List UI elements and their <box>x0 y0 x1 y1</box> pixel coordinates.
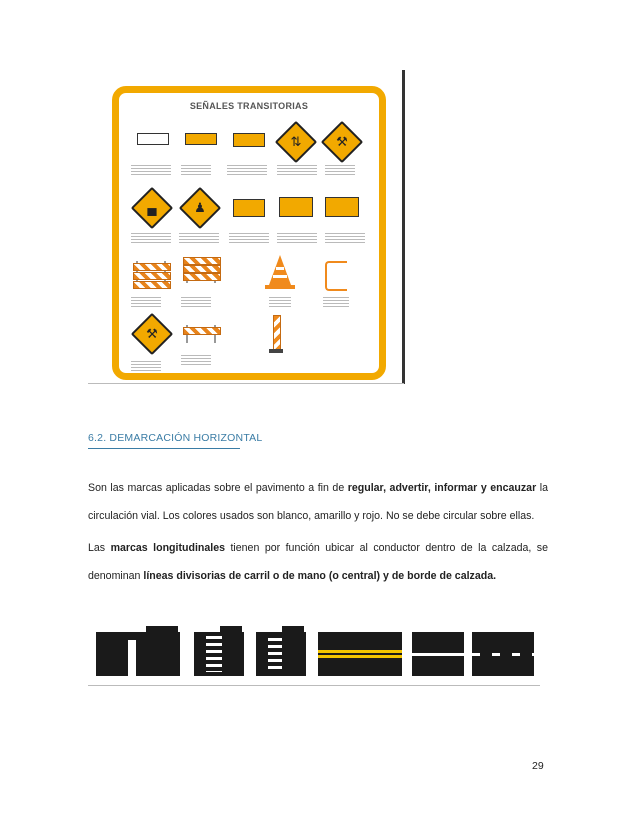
barricade <box>183 257 219 283</box>
section-heading: 6.2. DEMARCACIÓN HORIZONTAL <box>88 432 263 444</box>
caption <box>131 165 171 175</box>
caption <box>181 297 211 307</box>
text-sign <box>233 199 265 217</box>
road-crosswalk <box>256 632 306 676</box>
caption <box>131 233 171 243</box>
page-number: 29 <box>532 760 544 772</box>
transitional-signs-figure <box>88 70 408 388</box>
caption <box>277 165 317 175</box>
traffic-cone <box>269 253 291 293</box>
figure-border-right <box>402 70 405 384</box>
road-narrows-sign: ⇅ <box>277 123 315 161</box>
men-working-sign: ⚒ <box>133 315 171 353</box>
text-sign <box>279 197 313 217</box>
paragraph-longitudinal-marks: Las marcas longitudinales tienen por función ubicar al conductor dentro de la calzada, se denominan líneas divisorias de carril o de mano (o central) y de borde de calzada. <box>88 542 548 582</box>
caption <box>181 165 211 175</box>
caption <box>131 361 161 371</box>
paragraph-pavement-marks: Son las marcas aplicadas sobre el pavimento a fin de regular, advertir, informar y encauzar la circulación vial. Los colores usados son blanco, amarillo y rojo. No se debe circular sobre ellas. <box>88 482 548 522</box>
caption <box>325 165 355 175</box>
road-tab <box>220 626 242 634</box>
figure-border-bottom <box>88 685 540 686</box>
signs-panel-title: SEÑALES TRANSITORIAS <box>189 101 309 111</box>
caption <box>181 355 211 365</box>
barricade <box>183 325 219 343</box>
road-solid-white-line <box>412 632 464 676</box>
barricade <box>133 261 169 287</box>
caption <box>229 233 269 243</box>
text-sign <box>325 197 359 217</box>
figure-border-bottom <box>88 383 404 384</box>
caption <box>269 297 291 307</box>
road-dashed-white-line <box>472 632 534 676</box>
road-crosswalk <box>194 632 244 676</box>
delineator-post <box>271 315 281 355</box>
caption <box>323 297 349 307</box>
channelizer <box>325 261 347 291</box>
caption <box>179 233 219 243</box>
road-single-line <box>96 632 180 676</box>
road-markings-figure <box>88 620 540 686</box>
flagger-sign: ♟ <box>181 189 219 227</box>
barrier-sign <box>137 133 169 145</box>
machinery-sign: ▄ <box>133 189 171 227</box>
workers-sign: ⚒ <box>323 123 361 161</box>
direction-sign <box>233 133 265 147</box>
caption <box>325 233 365 243</box>
detour-sign <box>185 133 217 145</box>
road-tab <box>282 626 304 634</box>
caption <box>131 297 161 307</box>
caption <box>277 233 317 243</box>
caption <box>227 165 267 175</box>
heading-underline <box>88 448 240 449</box>
road-double-yellow-line <box>318 632 402 676</box>
signs-panel <box>112 86 386 380</box>
road-tab <box>146 626 178 634</box>
